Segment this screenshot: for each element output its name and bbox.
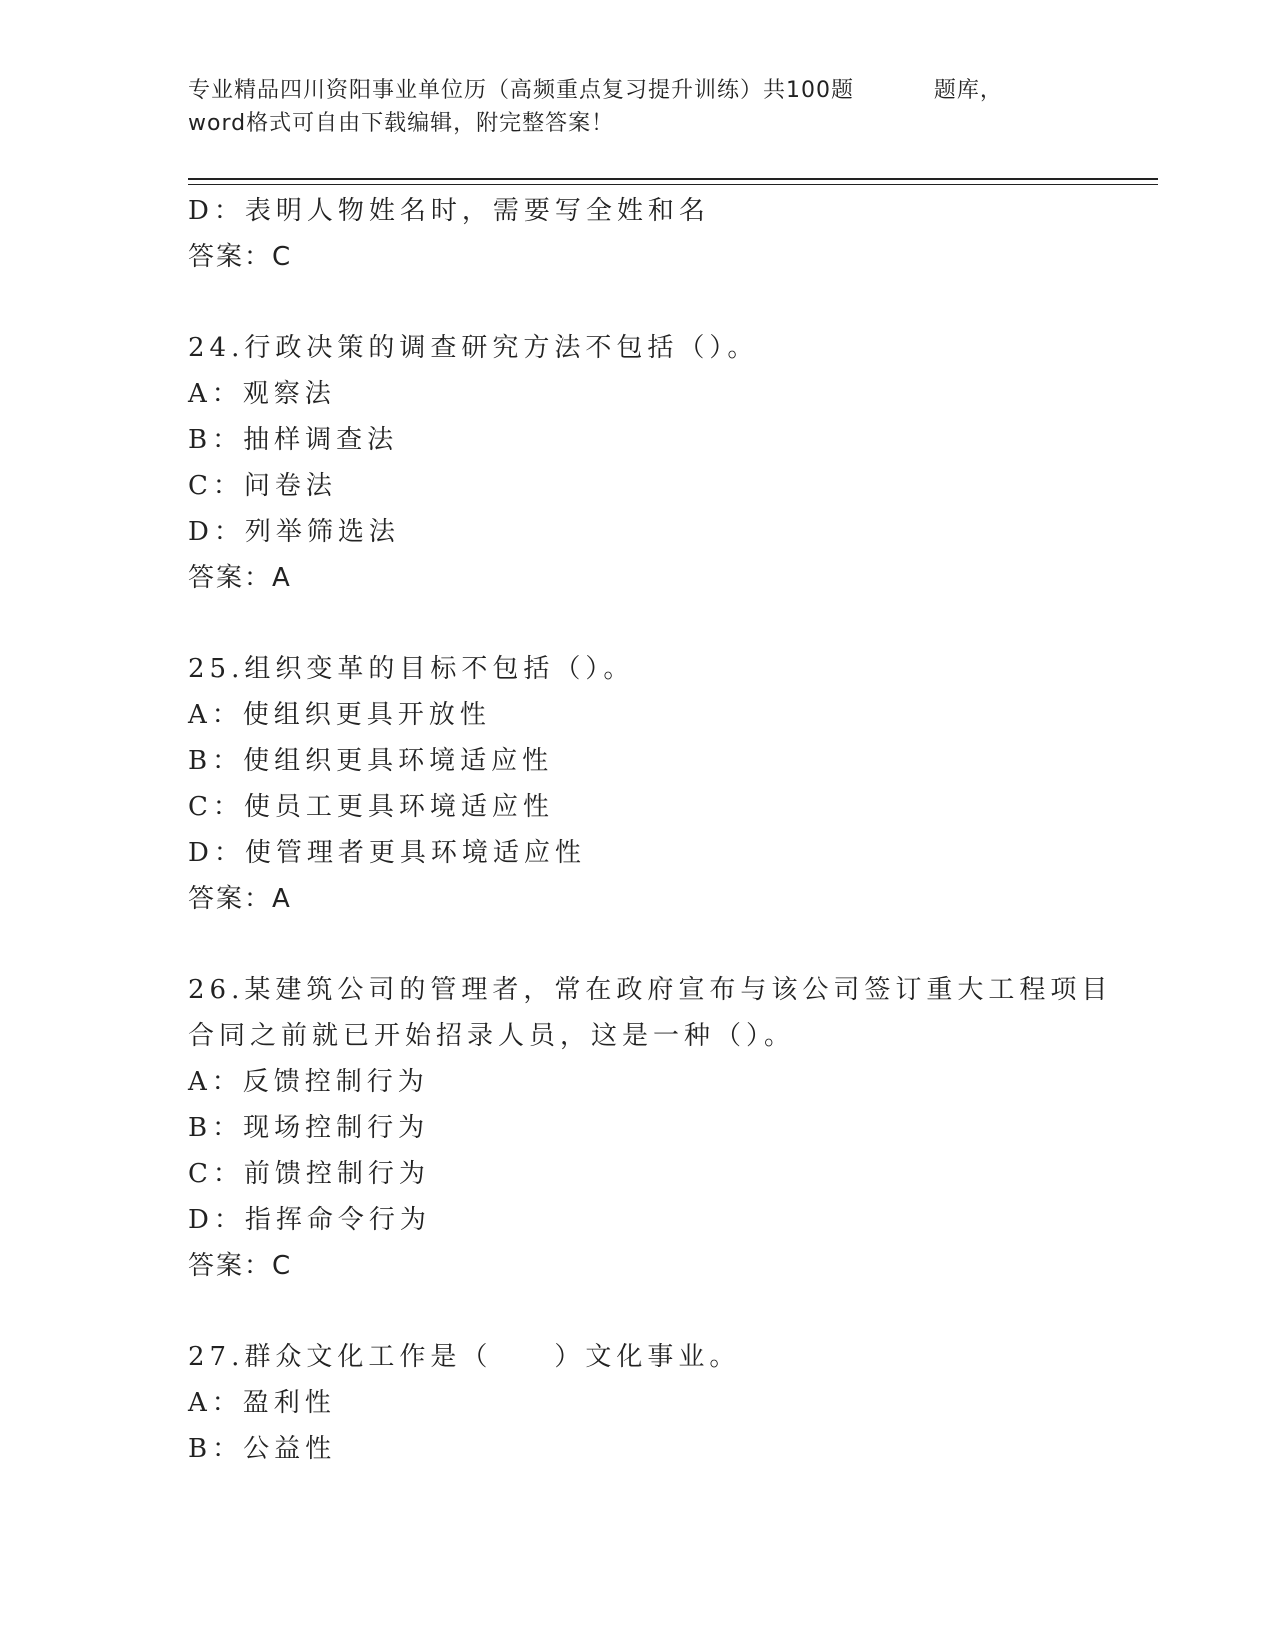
- header-title-line: 专业精品四川资阳事业单位历（高频重点复习提升训练）共100题 题库，: [188, 78, 1003, 103]
- option-a: A：反馈控制行为: [188, 1067, 429, 1097]
- spacer: [188, 280, 1128, 325]
- option-c: C：使员工更具环境适应性: [188, 792, 554, 822]
- question-26: [188, 967, 1128, 1289]
- spacer: [188, 1289, 1128, 1334]
- question-stem: 27.群众文化工作是（ ）文化事业。: [188, 1342, 741, 1372]
- option-d: D：使管理者更具环境适应性: [188, 838, 586, 868]
- answer: 答案：A: [188, 884, 292, 914]
- spacer: [188, 922, 1128, 967]
- option-a: A：观察法: [188, 379, 336, 409]
- header-rule-thick: [188, 178, 1158, 180]
- question-stem: 26.某建筑公司的管理者，常在政府宣布与该公司签订重大工程项目合同之前就已开始招录人员，这是一种（）。: [188, 975, 1113, 1051]
- option-c: C：前馈控制行为: [188, 1159, 430, 1189]
- question-25: [188, 646, 1128, 922]
- answer: 答案：C: [188, 1251, 293, 1281]
- question-stem: 25.组织变革的目标不包括（）。: [188, 654, 635, 684]
- prev-answer: 答案：C: [188, 242, 293, 272]
- option-d: D：列举筛选法: [188, 517, 400, 547]
- option-d: D：指挥命令行为: [188, 1205, 431, 1235]
- option-b: B：使组织更具环境适应性: [188, 746, 554, 776]
- option-b: B：公益性: [188, 1434, 337, 1464]
- prev-option-d: D：表明人物姓名时，需要写全姓和名: [188, 196, 710, 226]
- header-rule-thin: [188, 184, 1158, 185]
- question-24: [188, 325, 1128, 601]
- question-27: [188, 1334, 1128, 1472]
- question-content: [188, 188, 1128, 1472]
- document-header: [188, 74, 1048, 140]
- spacer: [188, 601, 1128, 646]
- header-subtitle-line: word格式可自由下载编辑，附完整答案！: [188, 111, 615, 136]
- question-stem: 24.行政决策的调查研究方法不包括（）。: [188, 333, 759, 363]
- option-b: B：抽样调查法: [188, 425, 399, 455]
- option-a: A：盈利性: [188, 1388, 336, 1418]
- option-b: B：现场控制行为: [188, 1113, 430, 1143]
- option-a: A：使组织更具开放性: [188, 700, 491, 730]
- option-c: C：问卷法: [188, 471, 337, 501]
- answer: 答案：A: [188, 563, 292, 593]
